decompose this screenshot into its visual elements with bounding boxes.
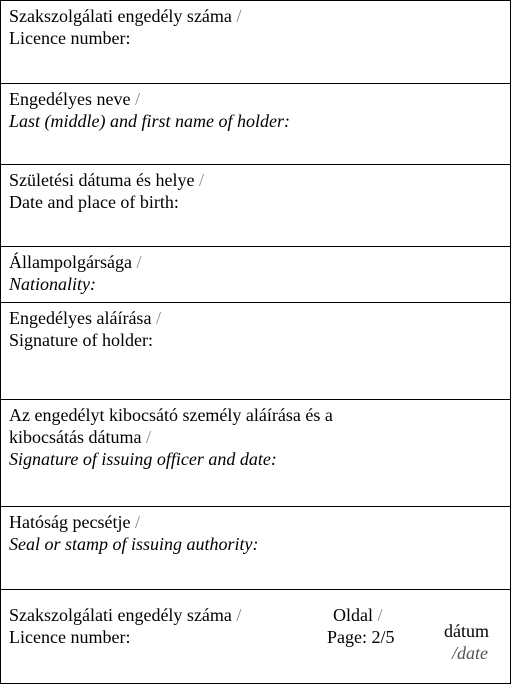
- issuing-officer-row: [1, 400, 510, 507]
- footer-licence-label-hu: Szakszolgálati engedély száma /: [9, 605, 242, 625]
- licence-number-label-hu: Szakszolgálati engedély száma /: [9, 6, 242, 26]
- holder-name-label-en: Last (middle) and first name of holder:: [9, 111, 290, 131]
- birth-row: [1, 165, 510, 247]
- authority-seal-label-en: Seal or stamp of issuing authority:: [9, 534, 259, 554]
- holder-name-label-hu: Engedélyes neve /: [9, 89, 140, 109]
- footer-page-number: [327, 604, 395, 648]
- footer-licence-label-en: Licence number:: [9, 627, 131, 647]
- issuing-officer-label-hu-1: Az engedélyt kibocsátó személy aláírása és a: [9, 405, 333, 425]
- holder-signature-label-hu: Engedélyes aláírása /: [9, 308, 161, 328]
- footer-date-label-en: /date: [452, 643, 488, 663]
- issuing-officer-label-hu-2: kibocsátás dátuma /: [9, 427, 151, 447]
- authority-seal-row: [1, 507, 510, 590]
- footer-page-label-hu: Oldal /: [333, 605, 383, 625]
- nationality-label-hu: Állampolgársága /: [9, 252, 142, 272]
- holder-signature-label-en: Signature of holder:: [9, 330, 153, 350]
- nationality-row: [1, 247, 510, 303]
- page-footer: [1, 590, 510, 683]
- licence-number-row: [1, 1, 510, 84]
- issuing-officer-label-en: Signature of issuing officer and date:: [9, 449, 277, 469]
- birth-label-hu: Születési dátuma és helye /: [9, 170, 204, 190]
- licence-number-label-en: Licence number:: [9, 28, 131, 48]
- holder-signature-row: [1, 303, 510, 400]
- footer-licence-number: [9, 604, 241, 648]
- nationality-label-en: Nationality:: [9, 274, 96, 294]
- footer-page-label-en: Page: 2/5: [327, 627, 395, 647]
- authority-seal-label-hu: Hatóság pecsétje /: [9, 512, 140, 532]
- footer-date-label-hu: dátum: [444, 621, 489, 641]
- birth-label-en: Date and place of birth:: [9, 192, 179, 212]
- holder-name-row: [1, 84, 510, 165]
- footer-date: [444, 620, 489, 664]
